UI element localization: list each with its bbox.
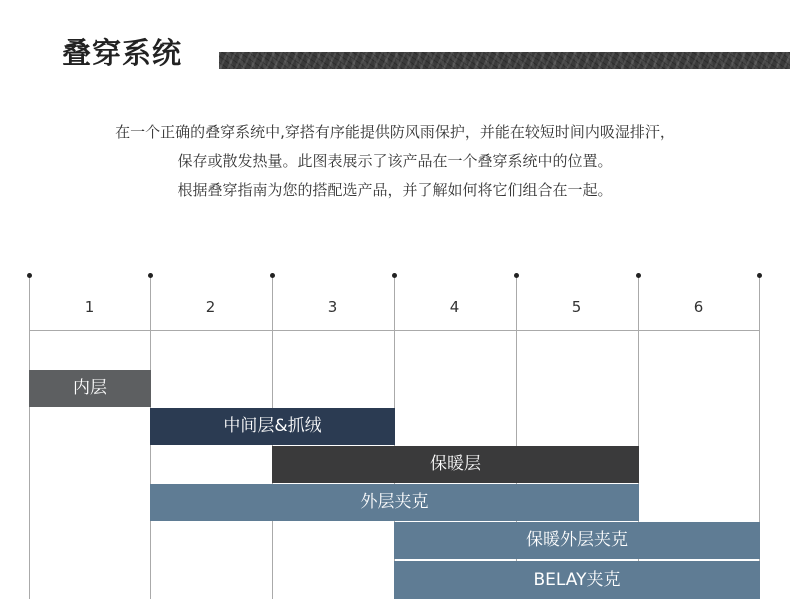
layer-bar-shell-jacket: 外层夹克 [150,484,639,521]
layer-bar-belay-jacket: BELAY夹克 [394,561,760,599]
header-separator [29,330,760,331]
page-title: 叠穿系统 [62,36,183,70]
column-dot [514,273,519,278]
column-number: 4 [449,298,460,316]
column-dot [27,273,32,278]
column-divider [29,276,30,599]
layer-bar-base-layer: 内层 [29,370,151,407]
column-dot [148,273,153,278]
column-dot [636,273,641,278]
layer-bar-mid-layer-fleece: 中间层&抓绒 [150,408,395,445]
column-dot [392,273,397,278]
intro-line: 根据叠穿指南为您的搭配选产品，并了解如何将它们组合在一起。 [177,181,613,199]
column-number: 6 [693,298,704,316]
layer-bar-insulation: 保暖层 [272,446,639,483]
layer-bar-insulated-shell: 保暖外层夹克 [394,522,760,559]
column-dot [757,273,762,278]
column-number: 1 [84,298,95,316]
intro-line: 保存或散发热量。此图表展示了该产品在一个叠穿系统中的位置。 [177,152,613,170]
column-number: 5 [571,298,582,316]
intro-line: 在一个正确的叠穿系统中,穿搭有序能提供防风雨保护，并能在较短时间内吸湿排汗， [115,123,675,141]
column-number: 2 [205,298,216,316]
column-dot [270,273,275,278]
column-number: 3 [327,298,338,316]
